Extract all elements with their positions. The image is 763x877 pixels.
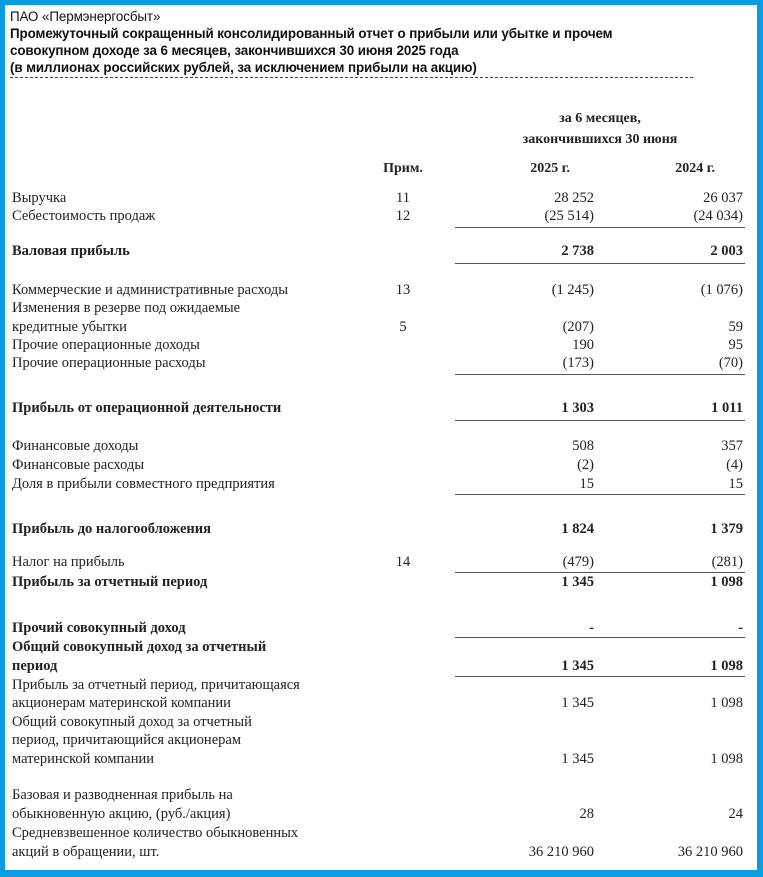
value-2025: 28: [579, 806, 594, 822]
row-label: Общий совокупный доход за отчетный: [12, 639, 267, 655]
row-label: Прибыль от операционной деятельности: [12, 400, 282, 416]
value-2024: 2 003: [710, 243, 743, 259]
row-label-cont: акционерам материнской компании: [12, 695, 231, 711]
subtotal-rule: [455, 637, 745, 638]
value-2024: (281): [711, 554, 743, 570]
value-2024: 1 011: [711, 400, 743, 416]
subtotal-rule: [455, 374, 745, 375]
period-heading-line-1: за 6 месяцев,: [559, 111, 641, 126]
row-label: Прибыль за отчетный период, причитающаяся: [12, 677, 300, 693]
value-2025: -: [589, 620, 594, 636]
row-label-cont: период, причитающийся акционерам: [12, 732, 241, 748]
value-2025: 1 345: [561, 751, 594, 767]
value-2024: 59: [728, 319, 743, 335]
row-label: Выручка: [12, 190, 67, 206]
value-2024: (1 076): [700, 282, 743, 298]
row-label-cont: материнской компании: [12, 751, 154, 767]
header-divider: [10, 77, 693, 78]
row-note: 11: [396, 190, 410, 206]
value-2025: 36 210 960: [528, 844, 594, 860]
row-label: Налог на прибыль: [12, 554, 125, 570]
value-2025: (2): [577, 457, 594, 473]
row-label-cont: кредитные убытки: [12, 319, 127, 335]
row-label: Валовая прибыль: [12, 243, 130, 259]
report-header: [10, 8, 700, 76]
row-note: 12: [395, 208, 411, 224]
row-label: Изменения в резерве под ожидаемые: [12, 300, 241, 316]
row-label: Прочие операционные доходы: [12, 337, 200, 353]
total-rule: [455, 263, 745, 264]
value-2024: 15: [728, 476, 743, 492]
report-title-line-2: совокупном доходе за 6 месяцев, закончившихся 30 июня 2025 года: [10, 43, 459, 58]
row-label: Прочие операционные расходы: [12, 355, 206, 371]
row-label: Средневзвешенное количество обыкновенных: [12, 825, 299, 841]
subtotal-rule: [455, 227, 745, 228]
units-note: (в миллионах российских рублей, за исключением прибыли на акцию): [10, 60, 477, 75]
value-2024: (70): [718, 355, 743, 371]
value-2025: (1 245): [551, 282, 594, 298]
value-2024: 1 098: [710, 574, 743, 590]
value-2024: -: [738, 620, 743, 636]
value-2025: 508: [572, 438, 594, 454]
value-2025: 2 738: [561, 243, 594, 259]
value-2025: 1 345: [561, 658, 594, 674]
row-label: Базовая и разводненная прибыль на: [12, 787, 233, 803]
row-label: Себестоимость продаж: [12, 208, 156, 224]
period-heading-line-2: закончившихся 30 июня: [522, 132, 678, 147]
value-2024: 26 037: [703, 190, 743, 206]
row-label: Прибыль до налогообложения: [12, 521, 211, 537]
row-label: Финансовые доходы: [12, 438, 139, 454]
value-2025: 1 303: [561, 400, 594, 416]
row-label: Прочий совокупный доход: [12, 620, 186, 636]
subtotal-rule: [455, 572, 745, 573]
value-2025: 1 345: [561, 695, 594, 711]
company-name: ПАО «Пермэнергосбыт»: [10, 9, 161, 24]
value-2024: 1 098: [710, 658, 743, 674]
value-2025: 190: [572, 337, 594, 353]
value-2025: (479): [562, 554, 594, 570]
value-2024: 36 210 960: [677, 844, 743, 860]
total-rule: [455, 676, 745, 677]
year-2025-column-header: 2025 г.: [530, 161, 570, 176]
subtotal-rule: [455, 494, 745, 495]
row-label-cont: обыкновенную акцию, (руб./акция): [12, 806, 231, 822]
row-label: Финансовые расходы: [12, 457, 145, 473]
total-rule: [455, 420, 745, 421]
value-2025: 15: [579, 476, 594, 492]
year-2024-column-header: 2024 г.: [675, 161, 715, 176]
value-2024: 95: [728, 337, 743, 353]
value-2025: (173): [562, 355, 594, 371]
row-label: Доля в прибыли совместного предприятия: [12, 476, 275, 492]
value-2024: 24: [728, 806, 743, 822]
row-note: 14: [395, 554, 411, 570]
row-note: 13: [395, 282, 411, 298]
value-2025: (25 514): [544, 208, 594, 224]
value-2024: 1 379: [710, 521, 743, 537]
note-column-header: Прим.: [383, 161, 423, 176]
value-2024: 357: [721, 438, 743, 454]
value-2024: (24 034): [693, 208, 743, 224]
value-2025: 1 824: [561, 521, 594, 537]
value-2024: 1 098: [710, 695, 743, 711]
row-note: 5: [399, 319, 407, 335]
row-label: Прибыль за отчетный период: [12, 574, 208, 590]
document-page: [5, 5, 757, 870]
value-2025: (207): [562, 319, 594, 335]
row-label: Коммерческие и административные расходы: [12, 282, 288, 298]
report-title-line-1: Промежуточный сокращенный консолидированный отчет о прибыли или убытке и прочем: [10, 26, 613, 41]
value-2024: 1 098: [710, 751, 743, 767]
row-label-cont: период: [12, 658, 58, 674]
value-2025: 28 252: [554, 190, 594, 206]
row-label: Общий совокупный доход за отчетный: [12, 714, 252, 730]
value-2025: 1 345: [561, 574, 594, 590]
row-label-cont: акций в обращении, шт.: [12, 844, 160, 860]
value-2024: (4): [726, 457, 743, 473]
